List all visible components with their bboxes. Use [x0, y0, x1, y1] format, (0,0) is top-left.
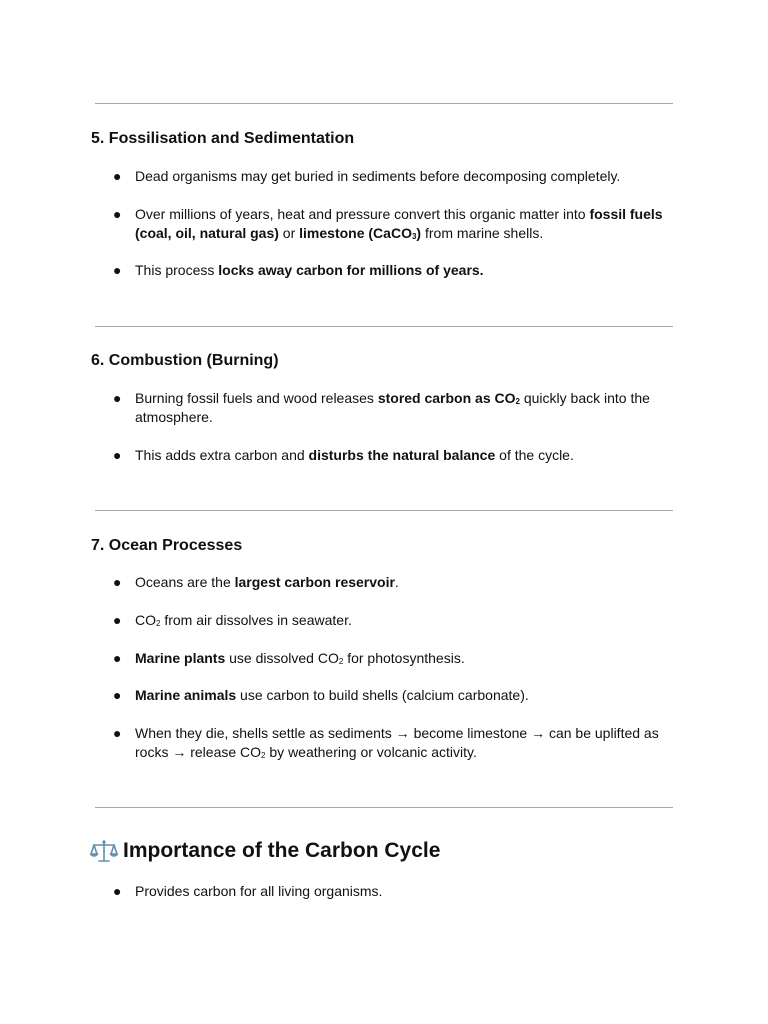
importance-heading: [90, 838, 440, 864]
list-item: [113, 649, 673, 668]
bullet: ●: [113, 574, 122, 590]
list-item: [113, 167, 673, 186]
balance-scale-icon: [90, 838, 118, 864]
list-item: [113, 389, 673, 427]
bullet: ●: [113, 168, 122, 184]
list-item: [113, 261, 673, 280]
bullet: ●: [113, 447, 122, 463]
list-item-text: This process locks away carbon for millions of years.: [135, 262, 484, 278]
bullet: ●: [113, 725, 122, 741]
divider: [95, 103, 673, 104]
list-item-text: $CO_2$ from air dissolves in seawater.: [135, 612, 352, 628]
list-item-text: Dead organisms may get buried in sediments before decomposing completely.: [135, 168, 621, 184]
divider: [95, 326, 673, 327]
section-heading-fossilisation: 5. Fossilisation and Sedimentation: [91, 130, 355, 147]
list-item: [113, 446, 673, 465]
list-item-text: Marine plants use dissolved $CO_2$ for photosynthesis.: [135, 650, 465, 666]
importance-title: Importance of the Carbon Cycle: [123, 839, 441, 862]
list-item-text: This adds extra carbon and disturbs the natural balance of the cycle.: [135, 447, 574, 463]
list-item-text: Provides carbon for all living organisms.: [135, 883, 383, 899]
list-item: [113, 724, 673, 762]
section-heading-combustion: 6. Combustion (Burning): [91, 352, 279, 369]
list-item-text: Marine animals use carbon to build shells (calcium carbonate).: [135, 687, 529, 703]
list-item: [113, 611, 673, 630]
bullet: ●: [113, 262, 122, 278]
list-item: [113, 882, 673, 901]
list-item-text: Over millions of years, heat and pressure convert this organic matter into fossil fuels (coal, oil, natural gas) or limestone (CaCO$_3$) from marine shells.: [135, 206, 663, 241]
list-item: [113, 205, 673, 243]
list-item-text: Oceans are the largest carbon reservoir.: [135, 574, 399, 590]
list-item: [113, 573, 673, 592]
bullet: ●: [113, 883, 122, 899]
bullet: ●: [113, 650, 122, 666]
section-heading-ocean-processes: 7. Ocean Processes: [91, 537, 243, 554]
bullet: ●: [113, 612, 122, 628]
divider: [95, 510, 673, 511]
list-item-text: Burning fossil fuels and wood releases stored carbon as $CO_2$ quickly back into the atmosphere.: [135, 390, 650, 425]
list-item-text: When they die, shells settle as sediments → become limestone → can be uplifted as rocks → release $CO_2$ by weathering or volcanic activity.: [135, 725, 659, 760]
divider: [95, 807, 673, 808]
bullet: ●: [113, 687, 122, 703]
bullet: ●: [113, 206, 122, 222]
list-item: [113, 686, 673, 705]
bullet: ●: [113, 390, 122, 406]
